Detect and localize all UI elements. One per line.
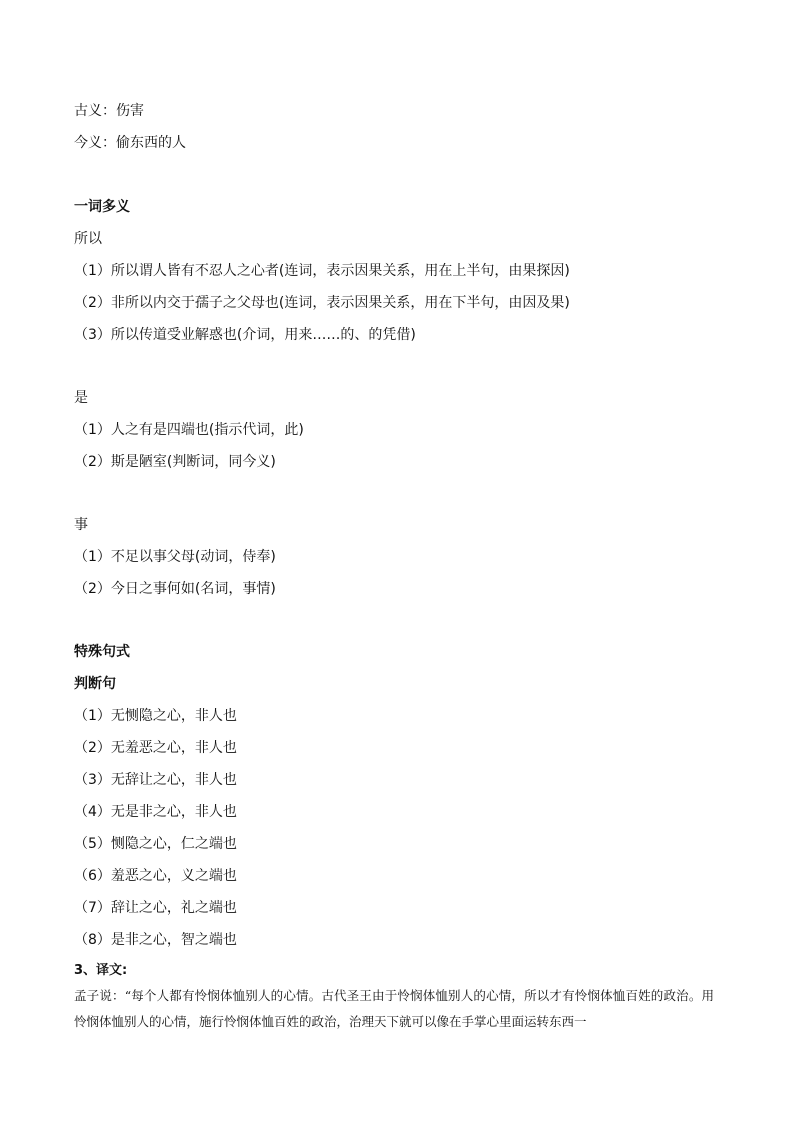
special-sentences-heading: 特殊句式 xyxy=(74,644,130,660)
translation-heading: 3、译文: xyxy=(74,963,128,978)
judgment-item-7: （7）辞让之心，礼之端也 xyxy=(74,900,237,916)
word-shi-affair: 事 xyxy=(74,517,88,533)
judgment-sentence-subheading: 判断句 xyxy=(74,676,116,692)
word-suoyi: 所以 xyxy=(74,231,102,247)
judgment-item-3: （3）无辞让之心，非人也 xyxy=(74,772,237,788)
translation-text: 孟子说：“每个人都有怜悯体恤别人的心情。古代圣王由于怜悯体恤别人的心情，所以才有怜悯体恤百姓的政治。用怜悯体恤别人的心情，施行怜悯体恤百姓的政治，治理天下就可以像在手掌心里面运转东西一 xyxy=(74,988,714,1029)
suoyi-item-3: （3）所以传道受业解惑也(介词，用来……的、的凭借) xyxy=(74,327,416,343)
suoyi-item-2: （2）非所以内交于孺子之父母也(连词，表示因果关系，用在下半句，由因及果) xyxy=(74,295,570,311)
judgment-item-6: （6）羞恶之心，义之端也 xyxy=(74,868,237,884)
suoyi-item-1: （1）所以谓人皆有不忍人之心者(连词，表示因果关系，用在上半句，由果探因) xyxy=(74,263,570,279)
shi-affair-item-1: （1）不足以事父母(动词，侍奉) xyxy=(74,549,276,565)
judgment-item-2: （2）无羞恶之心，非人也 xyxy=(74,740,237,756)
judgment-item-4: （4）无是非之心，非人也 xyxy=(74,804,237,820)
polysemy-heading: 一词多义 xyxy=(74,199,130,215)
translation-paragraph xyxy=(74,983,714,1035)
ancient-meaning: 古义：伤害 xyxy=(74,103,144,119)
judgment-item-5: （5）恻隐之心，仁之端也 xyxy=(74,836,237,852)
shi-item-1: （1）人之有是四端也(指示代词，此) xyxy=(74,422,304,438)
word-shi: 是 xyxy=(74,390,88,406)
shi-item-2: （2）斯是陋室(判断词，同今义) xyxy=(74,454,276,470)
judgment-item-1: （1）无恻隐之心，非人也 xyxy=(74,708,237,724)
modern-meaning: 今义：偷东西的人 xyxy=(74,135,186,151)
judgment-item-8: （8）是非之心，智之端也 xyxy=(74,932,237,948)
shi-affair-item-2: （2）今日之事何如(名词，事情) xyxy=(74,581,276,597)
